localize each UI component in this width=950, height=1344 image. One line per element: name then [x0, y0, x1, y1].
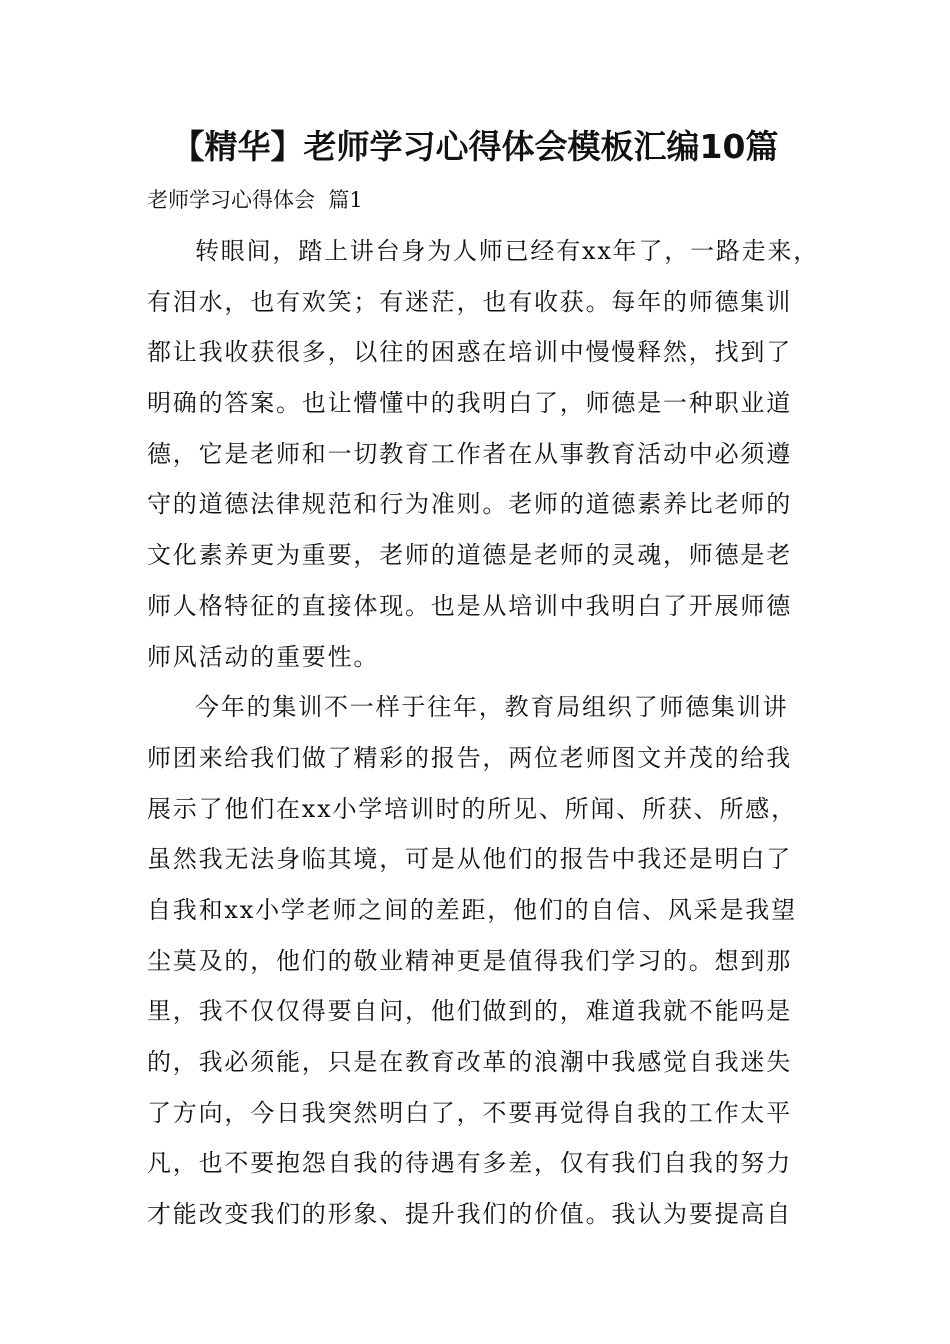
- text-line: 了方向，今日我突然明白了，不要再觉得自我的工作太平: [147, 1098, 792, 1127]
- text-line: 明确的答案。也让懵懂中的我明白了，师德是一种职业道: [147, 389, 792, 418]
- text-line: 师团来给我们做了精彩的报告，两位老师图文并茂的给我: [147, 743, 792, 772]
- text-line: 都让我收获很多，以往的困惑在培训中慢慢释然，找到了: [147, 338, 792, 367]
- text-line: 德，它是老师和一切教育工作者在从事教育活动中必须遵: [147, 439, 792, 468]
- text-line: 守的道德法律规范和行为准则。老师的道德素养比老师的: [147, 490, 792, 519]
- section-heading: 老师学习心得体会 篇1: [147, 188, 363, 212]
- text-line: 虽然我无法身临其境，可是从他们的报告中我还是明白了: [147, 845, 792, 874]
- text-line: 师风活动的重要性。: [147, 642, 380, 671]
- text-line: 才能改变我们的形象、提升我们的价值。我认为要提高自: [147, 1200, 792, 1229]
- text-line: 师人格特征的直接体现。也是从培训中我明白了开展师德: [147, 591, 792, 620]
- document-body: [147, 226, 820, 1240]
- text-line: 展示了他们在xx小学培训时的所见、所闻、所获、所感，: [147, 794, 797, 823]
- document-title: 【精华】老师学习心得体会模板汇编10篇: [171, 127, 779, 166]
- text-line: 文化素养更为重要，老师的道德是老师的灵魂，师德是老: [147, 541, 792, 570]
- text-line: 里，我不仅仅得要自问，他们做到的，难道我就不能吗是: [147, 997, 792, 1026]
- text-line: 有泪水，也有欢笑；有迷茫，也有收获。每年的师德集训: [147, 287, 792, 316]
- text-line: 凡，也不要抱怨自我的待遇有多差，仅有我们自我的努力: [147, 1149, 792, 1178]
- text-line: 今年的集训不一样于往年，教育局组织了师德集训讲: [195, 693, 789, 722]
- text-line: 转眼间，踏上讲台身为人师已经有xx年了，一路走来，: [195, 237, 820, 265]
- text-line: 的，我必须能，只是在教育改革的浪潮中我感觉自我迷失: [147, 1048, 792, 1076]
- paragraph-2: [147, 682, 817, 1240]
- text-line: 自我和xx小学老师之间的差距，他们的自信、风采是我望: [147, 895, 797, 924]
- text-line: 尘莫及的，他们的敬业精神更是值得我们学习的。想到那: [147, 946, 792, 975]
- paragraph-1: [147, 226, 820, 682]
